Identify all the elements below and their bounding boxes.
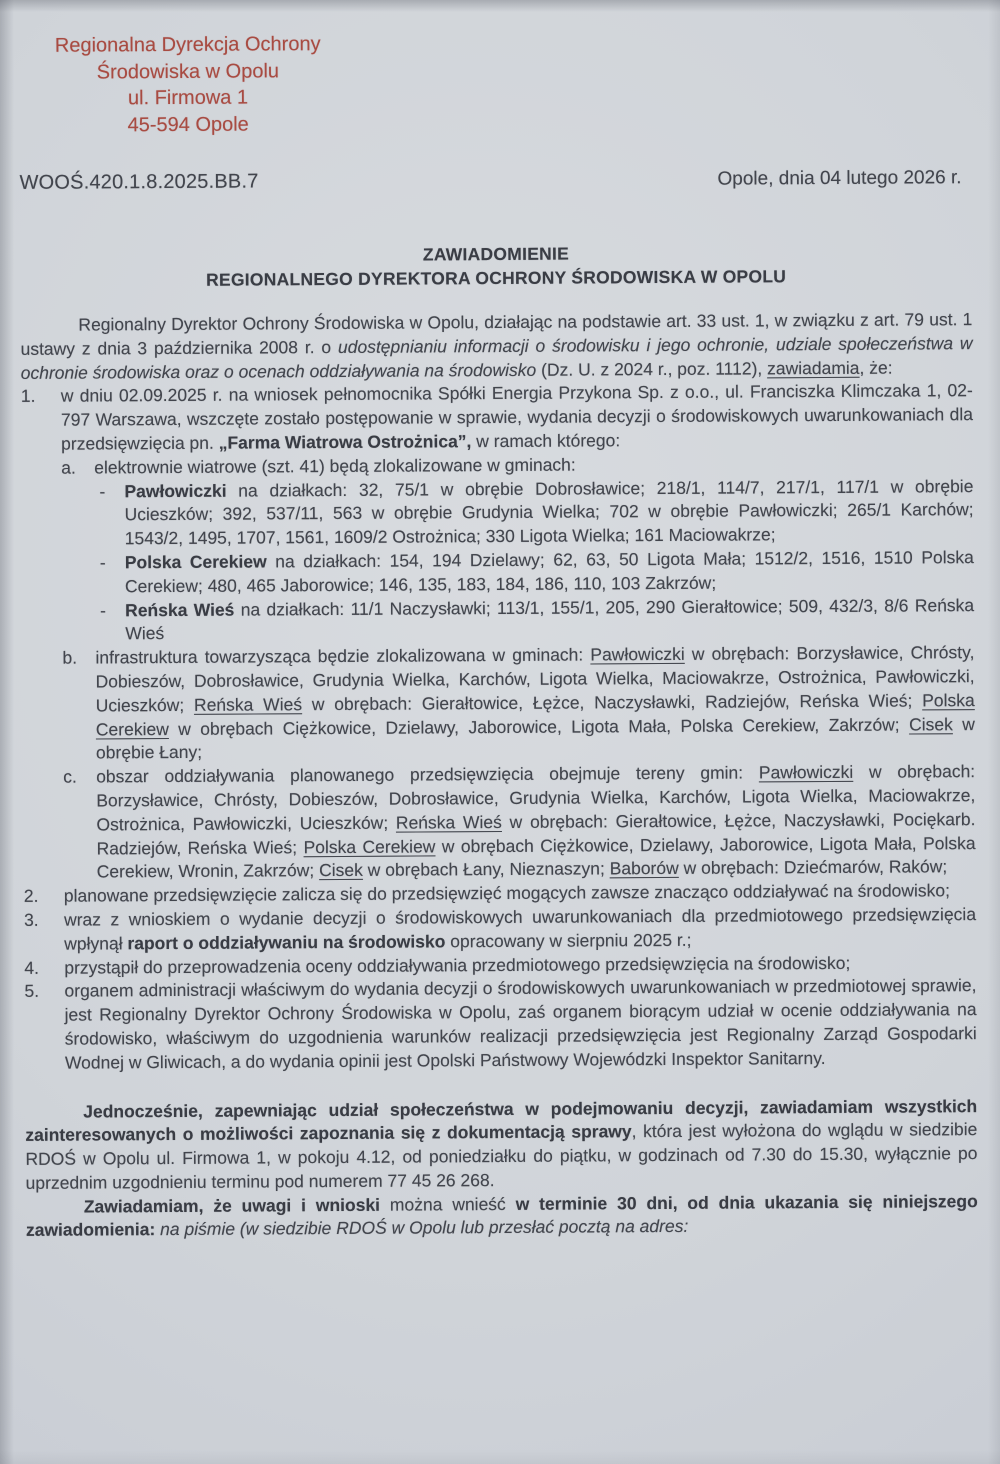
text-segment: na działkach: 32, 75/1 w obrębie Dobrosławice; 218/1, 114/7, 217/1, 117/1 w obrębie Ucieszków; 392, 537/11, 563 w obrębie Grudynia Wielka; 702 w obrębie Pawłowiczki; 265/1 Karchów; 1543/2, 1495, 1707, 1561, 1609/2 Ostrożnica; 330 Ligota Wielka; 161 Maciowakrze; [124,475,974,549]
list-marker: 2. [23,885,39,907]
list-marker: b. [62,647,78,668]
text-segment: zawiadamia [767,357,860,378]
bullet-pawlowiczki [94,475,973,552]
dateline: Opole, dnia 04 lutego 2026 r. [717,167,962,190]
text-segment: w obrębach Ciężkowice, Dzielawy, Jaborowice, Ligota Mała, Polska Cerekiew, Wronin, Zakrzów; [96,832,976,882]
text-segment: Cisek [319,860,363,881]
text-segment: Reńska Wieś [125,599,235,620]
letterhead-line-3: ul. Firmowa 1 [127,86,249,110]
text-segment: w obrębach Ciężkowice, Dzielawy, Jaborowice, Ligota Mała, Polska Cerekiew, Zakrzów; [168,714,910,739]
list-marker: c. [63,766,77,787]
text-segment: opracowany w sierpniu 2025 r.; [445,929,692,952]
text-segment: w obrębach: Gierałtowice, Łężce, Naczysławki, Pociękarb. Radziejów, Reńska Wieś; [96,808,976,859]
list-marker: - [99,552,106,573]
text-segment: organem administracji właściwym do wydania decyzji o środowiskowych uwarunkowaniach w przedmiotowej sprawie, jest Regionalny Dyrektor Ochrony Środowiska w Opolu, zaś organem biorącym udział w ocenie oddziaływania na środowisko, właściwym do uzgodnienia warunków realizacji przedsięwzięcia jest Regionalny Zarząd Gospodarki Wodnej w Gliwicach, a do wydania opinii jest Opolski Państwowy Wojewódzki Inspektor Sanitarny. [64,975,977,1073]
text-segment: Reńska Wieś [193,693,303,715]
list-marker: - [99,480,106,502]
document-body [20,308,978,1243]
letterhead-line-2: Środowiska w Opolu [96,59,280,83]
title-block [20,240,972,293]
item-1 [21,379,973,456]
text-segment: Pawłowiczki [590,644,685,665]
text-segment: w obrębach: Gierałtowice, Łężce, Naczysławki, Radziejów, Reńska Wieś; [301,690,923,714]
text-segment: w ramach którego: [471,430,621,452]
list-marker: 3. [23,909,39,930]
text-segment: obszar oddziaływania planowanego przedsięwzięcia obejmuje tereny gmin: [96,762,759,787]
item-5 [24,974,977,1075]
letterhead [21,31,356,139]
reference-row [19,166,971,195]
text-segment: Pawłowiczki [758,761,854,783]
text-segment: Jednocześnie, zapewniając udział społeczeństwa w podejmowaniu decyzji, zawiadamiam wszystkich zainteresowanych o możliwości zapoznania się z dokumentacją sprawy [25,1095,978,1146]
list-marker: a. [61,457,76,478]
reference-number: WOOŚ.420.1.8.2025.BB.7 [19,170,259,194]
bullet-renska-wies [95,594,974,647]
text-segment: na działkach: 11/1 Naczysławki; 113/1, 155/1, 205, 290 Gierałtowice; 509, 432/3, 8/6 Reńska Wieś [125,594,975,644]
text-segment: Polska Cerekiew [124,551,267,573]
text-segment: w obrębach: Borzysławice, Chrósty, Dobieszów, Dobrosławice, Grudynia Wielka, Karchów, Ligota Wielka, Maciowakrze, Ostrożnica, Pawłowiczki, Ucieszków; [96,761,976,835]
text-segment: Polska Cerekiew [95,689,975,740]
text-segment: , że: [859,357,893,378]
text-segment: „Farma Wiatrowa Ostrożnica”, [218,431,472,453]
letterhead-line-4: 45-594 Opole [127,113,249,136]
text-segment: w obrębach: Borzysławice, Chrósty, Dobieszów, Dobrosławice, Grudynia Wielka, Karchów, Ligota Wielka, Maciowakrze, Ostrożnica, Pawłowiczki, Ucieszków; [95,642,975,716]
notice-title: ZAWIADOMIENIE [422,243,570,265]
list-marker: 4. [24,957,39,978]
text-segment: planowane przedsięwzięcie zalicza się do przedsięwzięć mogących zawsze znacząco oddziaływać na środowisko; [63,880,951,906]
text-segment: Regionalny Dyrektor Ochrony Środowiska w Opolu, działając na podstawie art. 33 ust. 1, w związku z art. 79 ust. 1 ustawy z dnia 3 października 2008 r. o [20,309,973,359]
closing-paragraph-1 [25,1095,978,1196]
text-segment: Cisek [908,713,953,735]
sub-item-c [63,760,976,885]
text-segment: na działkach: 154, 194 Dzielawy; 62, 63, 50 Ligota Mała; 1512/2, 1516, 1510 Polska Cerekiew; 480, 465 Jaborowice; 146, 135, 183, 184, 186, 110, 103 Zakrzów; [124,547,974,597]
text-segment: w terminie 30 dni, od dnia ukazania się niniejszego zawiadomienia: [25,1190,978,1241]
notice-subtitle: REGIONALNEGO DYREKTORA OCHRONY ŚRODOWISKA W OPOLU [206,265,787,290]
list-marker: 5. [24,981,40,1002]
letterhead-line-1: Regionalna Dyrekcja Ochrony [54,33,321,57]
text-segment: Polska Cerekiew [303,835,436,857]
text-segment: można wnieść [379,1193,516,1215]
text-segment: raport o oddziaływaniu na środowisko [127,931,446,954]
text-segment: Pawłowiczki [124,480,227,501]
item-3 [24,903,976,956]
text-segment: Reńska Wieś [395,811,502,833]
text-segment: w dniu 02.09.2025 r. na wniosek pełnomocnika Spółki Energia Przykona Sp. z o.o., ul. Franciszka Klimczaka 1, 02-797 Warszawa, wszczęte zostało postępowanie w sprawie, wydania decyzji o środowiskowych uwarunkowaniach dla przedsięwzięcia pn. [60,380,974,454]
text-segment: (Dz. U. z 2024 r., poz. 1112), [536,357,768,380]
text-segment: w obrębach: Dziećmarów, Raków; [678,856,948,879]
list-marker: 1. [20,386,36,407]
text-segment: Baborów [609,858,679,879]
text-segment: w obrębach Łany, Nieznaszyn; [362,858,610,881]
text-segment: wraz z wnioskiem o wydanie decyzji o środowiskowych uwarunkowaniach dla przedmiotowego przedsięwzięcia wpłynął [63,904,977,954]
closing-paragraph-2 [26,1190,978,1243]
text-segment: infrastruktura towarzysząca będzie zlokalizowana w gminach: [95,644,591,668]
text-segment: przystąpił do przeprowadzenia oceny oddziaływania przedmiotowego przedsięwzięcia na środowisko; [64,952,851,978]
sub-item-b [62,641,975,766]
text-segment: Zawiadamiam, że uwagi i wnioski [83,1194,381,1217]
text-segment: , która jest wyłożona do wglądu w siedzibie RDOŚ w Opolu ul. Firmowa 1, w pokoju 4.12, od poniedziałku do piątku, w godzinach od 7.30 do 15.30, wyłącznie po uprzednim uzgodnieniu terminu pod numerem 77 45 26 268. [25,1119,978,1193]
text-segment: elektrownie wiatrowe (szt. 41) będą zlokalizowane w gminach: [94,454,576,478]
text-segment: udostępnianiu informacji o środowisku i jego ochronie, udziale społeczeństwa w ochronie środowiska oraz o ocenach oddziaływania na środowisko [20,332,973,383]
list-marker: - [100,599,107,621]
bullet-polska-cerekiew [95,546,974,599]
intro-paragraph [20,308,972,385]
text-segment: na piśmie (w siedzibie RDOŚ w Opolu lub przesłać pocztą na adres: [155,1216,689,1240]
text-segment: w obrębie Łany; [95,713,975,763]
